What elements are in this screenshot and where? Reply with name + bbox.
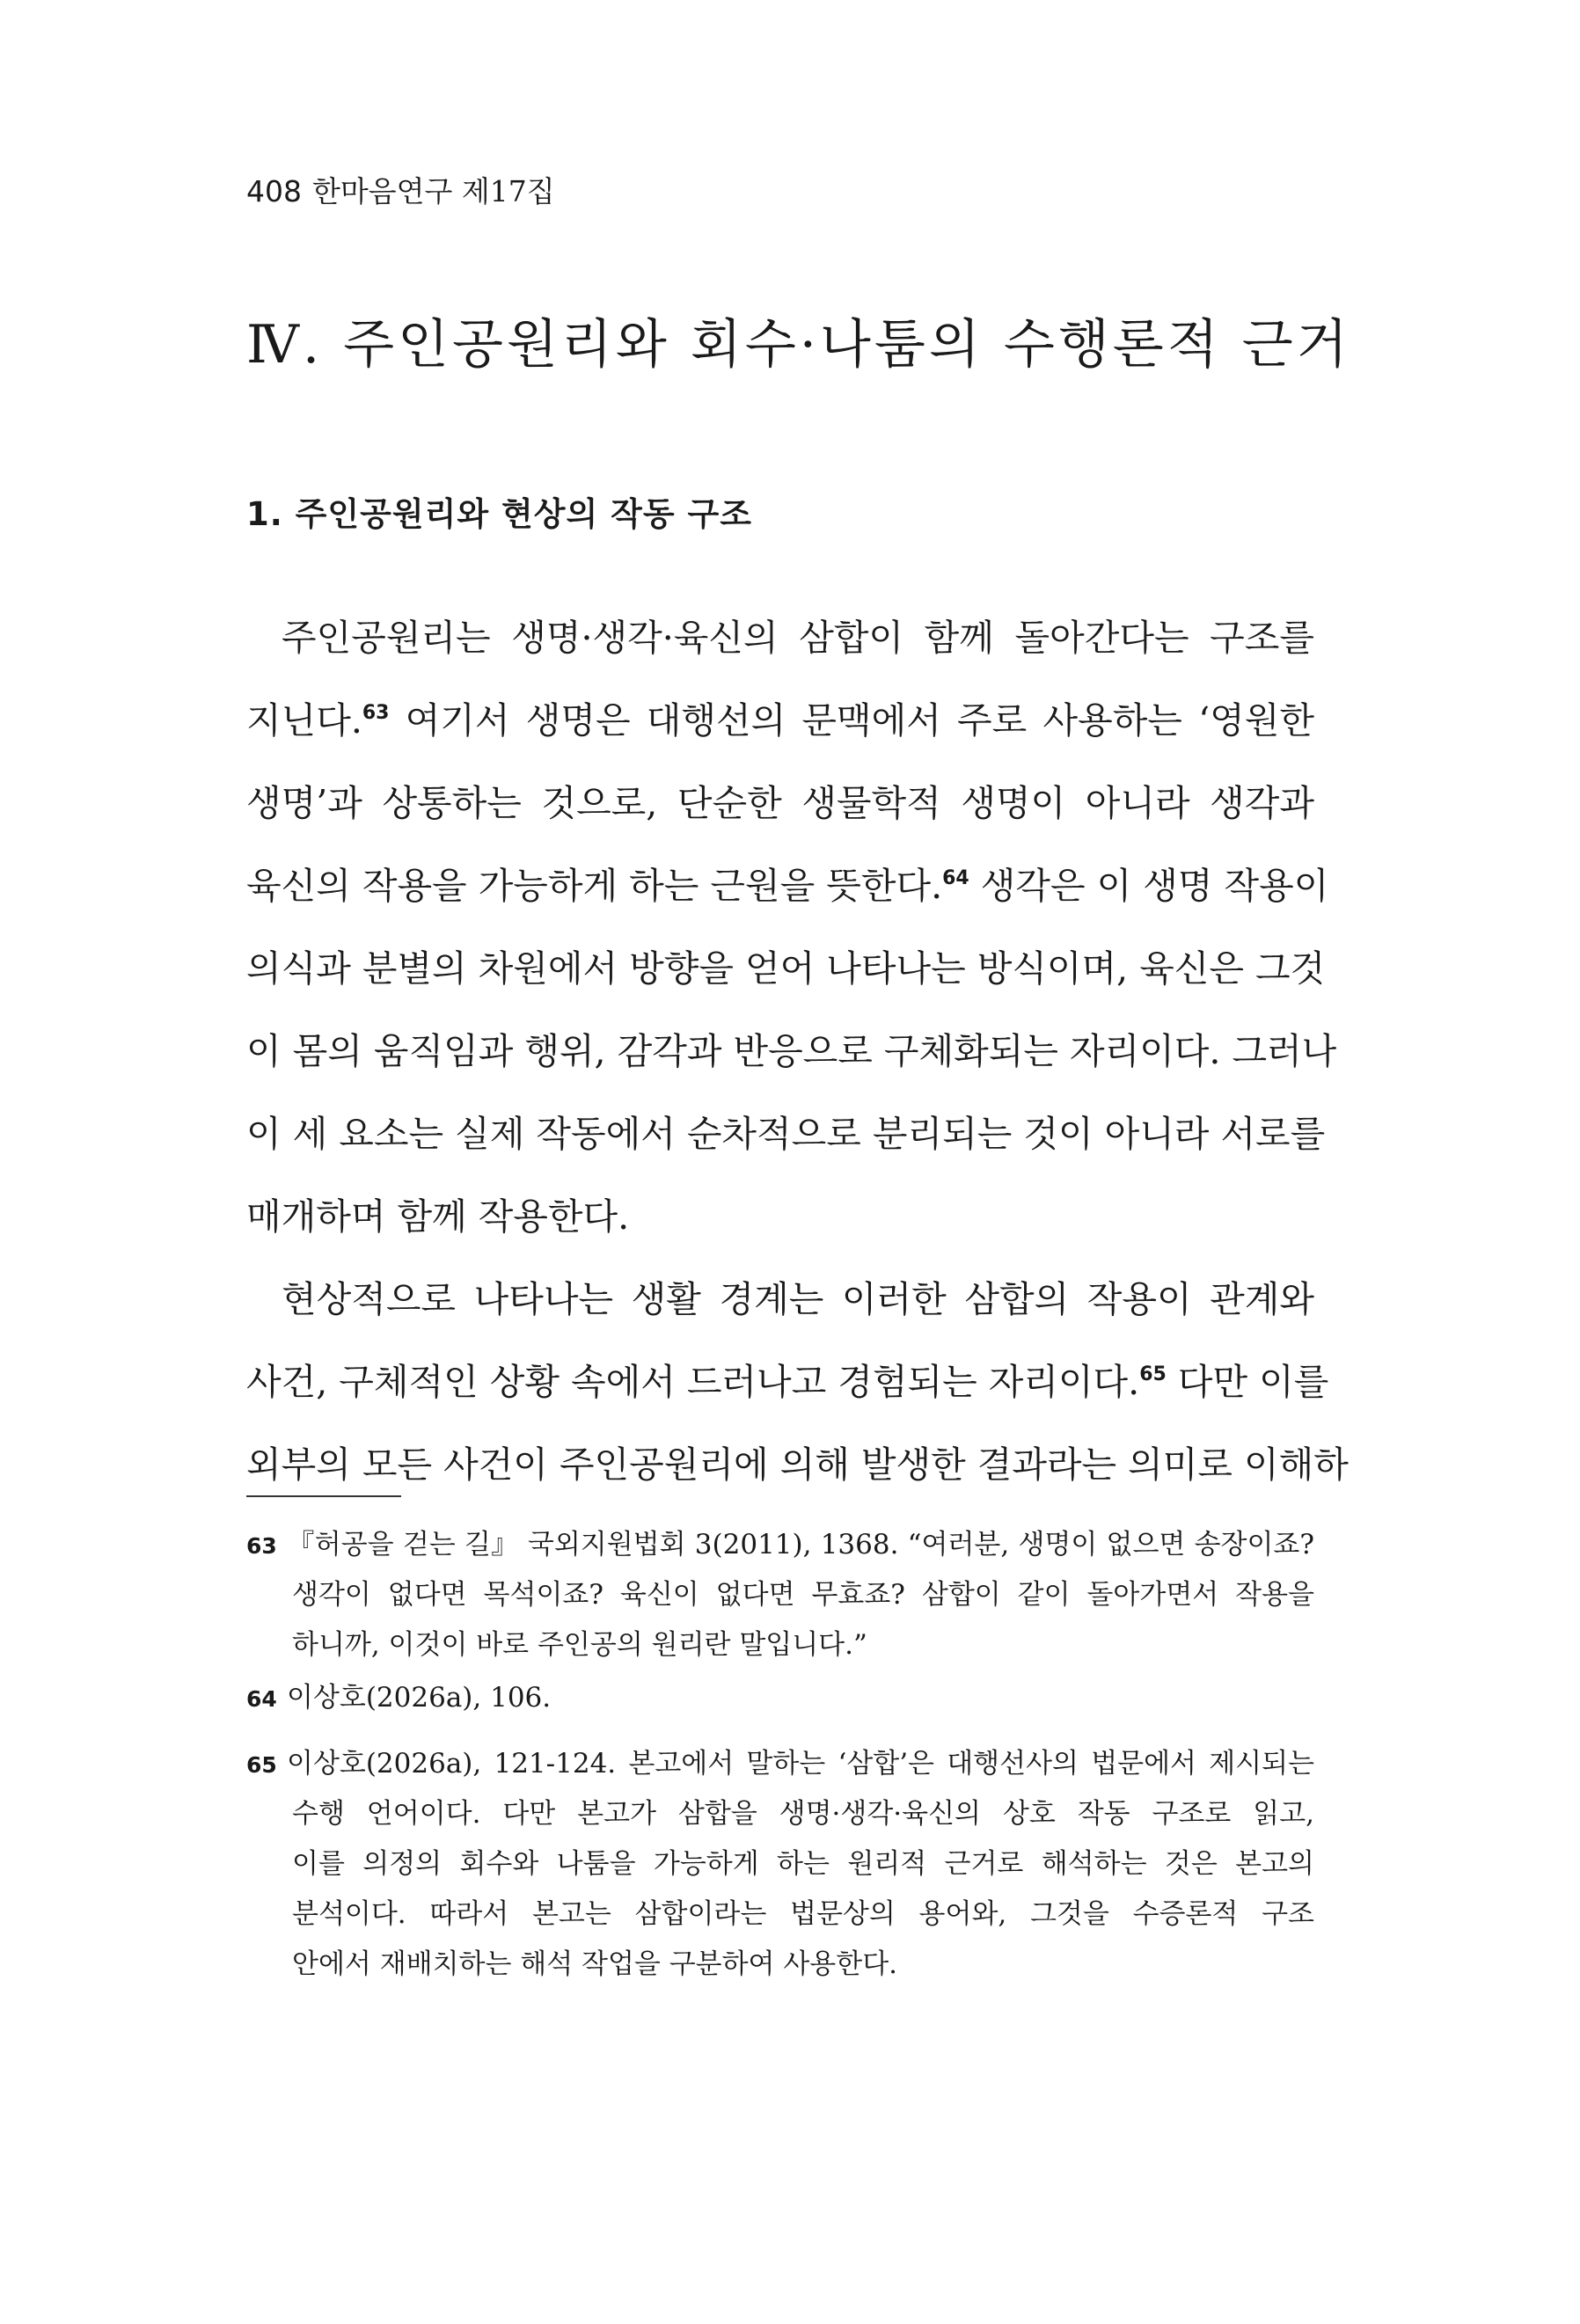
text-line: 생명’과 상통하는 것으로, 단순한 생물학적 생명이 아니라 생각과 <box>246 782 1314 824</box>
footnote-text: 분석이다. 따라서 본고는 삼합이라는 법문상의 용어와, 그것을 수증론적 구조 <box>292 1898 1314 1930</box>
text-line: 육신의 작용을 가능하게 하는 근원을 뜻한다.$^{64}$ 생각은 이 생명 작용이 <box>246 865 1329 907</box>
footnote-number: 64 <box>246 1686 277 1712</box>
footnote-separator <box>246 1495 401 1497</box>
footnote-65 <box>246 1739 1314 1990</box>
footnote-ref-65[interactable]: 65 <box>1139 1363 1167 1385</box>
paragraph-1 <box>246 596 1337 1258</box>
text-line: 외부의 모든 사건이 주인공원리에 의해 발생한 결과라는 의미로 이해하 <box>246 1443 1349 1486</box>
chapter-title: Ⅳ. 주인공원리와 회수·나툼의 수행론적 근거 <box>246 314 1351 376</box>
text-line: 지닌다.$^{63}$ 여기서 생명은 대행선의 문맥에서 주로 사용하는 ‘영원한 <box>246 699 1314 742</box>
footnote-ref-63[interactable]: 63 <box>362 702 390 724</box>
section-title: 1. 주인공원리와 현상의 작동 구조 <box>246 495 752 533</box>
text-line: 매개하며 함께 작용한다. <box>246 1195 630 1238</box>
page-number: 408 <box>246 174 302 208</box>
footnote-ref-64[interactable]: 64 <box>942 867 969 889</box>
footnote-text: 이상호(2026a), 106. <box>287 1682 552 1714</box>
text-line: 이 몸의 움직임과 행위, 감각과 반응으로 구체화되는 자리이다. 그러나 <box>246 1030 1337 1072</box>
footnote-text: 수행 언어이다. 다만 본고가 삼합을 생명·생각·육신의 상호 작동 구조로 읽고, <box>292 1798 1314 1830</box>
footnote-text: 하니까, 이것이 바로 주인공의 원리란 말입니다.” <box>292 1629 867 1661</box>
footnote-text: 생각이 없다면 목석이죠? 육신이 없다면 무효죠? 삼합이 같이 돌아가면서 작용을 <box>292 1579 1314 1611</box>
footnote-text: 이상호(2026a), 121-124. 본고에서 말하는 ‘삼합’은 대행선사의 법문에서 제시되는 <box>287 1748 1314 1780</box>
footnote-number: 65 <box>246 1752 277 1778</box>
footnote-number: 63 <box>246 1533 277 1559</box>
paragraph-2 <box>246 1258 1349 1506</box>
text-line: 사건, 구체적인 상황 속에서 드러나고 경험되는 자리이다.$^{65}$ 다만 이를 <box>246 1361 1329 1403</box>
footnote-text: 『허공을 걷는 길』 국외지원법회 3(2011), 1368. “여러분, 생명이 없으면 송장이죠? <box>287 1529 1314 1560</box>
footnote-64 <box>246 1673 1314 1723</box>
text-line: 현상적으로 나타나는 생활 경계는 이러한 삼합의 작용이 관계와 <box>282 1278 1314 1320</box>
footnote-63 <box>246 1520 1314 1670</box>
journal-title: 한마음연구 제17집 <box>312 174 555 208</box>
text-line: 주인공원리는 생명·생각·육신의 삼합이 함께 돌아간다는 구조를 <box>282 617 1314 659</box>
footnote-text: 안에서 재배치하는 해석 작업을 구분하여 사용한다. <box>292 1948 897 1980</box>
running-header <box>246 174 555 209</box>
footnote-text: 이를 의정의 회수와 나툼을 가능하게 하는 원리적 근거로 해석하는 것은 본고의 <box>292 1848 1314 1880</box>
text-line: 이 세 요소는 실제 작동에서 순차적으로 분리되는 것이 아니라 서로를 <box>246 1113 1326 1155</box>
text-line: 의식과 분별의 차원에서 방향을 얻어 나타나는 방식이며, 육신은 그것 <box>246 947 1326 990</box>
